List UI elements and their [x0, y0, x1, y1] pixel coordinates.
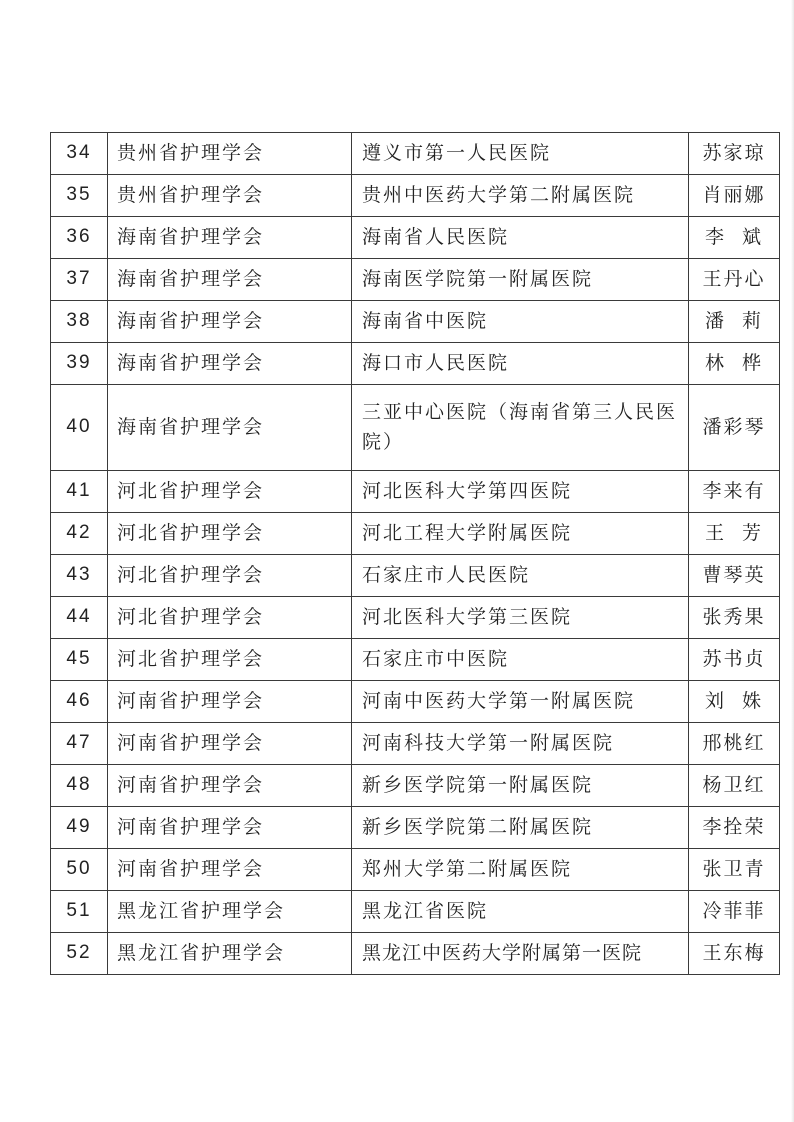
- table-row: [51, 217, 780, 259]
- table-row: [51, 133, 780, 175]
- row-number: 35: [51, 175, 108, 217]
- person-name-cell: 肖丽娜: [689, 175, 780, 217]
- table-row: [51, 639, 780, 681]
- association-cell: 河南省护理学会: [108, 723, 352, 765]
- association-cell: 贵州省护理学会: [108, 133, 352, 175]
- person-name-cell: 杨卫红: [689, 765, 780, 807]
- hospital-cell: 石家庄市人民医院: [352, 555, 689, 597]
- association-cell: 黑龙江省护理学会: [108, 933, 352, 975]
- person-name-cell: 王东梅: [689, 933, 780, 975]
- association-cell: 河北省护理学会: [108, 597, 352, 639]
- table-row: [51, 765, 780, 807]
- row-number: 51: [51, 891, 108, 933]
- table-row: [51, 513, 780, 555]
- person-name-cell: 李拴荣: [689, 807, 780, 849]
- hospital-cell: 石家庄市中医院: [352, 639, 689, 681]
- row-number: 45: [51, 639, 108, 681]
- row-number: 40: [51, 385, 108, 471]
- row-number: 43: [51, 555, 108, 597]
- association-cell: 河南省护理学会: [108, 765, 352, 807]
- row-number: 38: [51, 301, 108, 343]
- association-cell: 海南省护理学会: [108, 385, 352, 471]
- table-row: [51, 681, 780, 723]
- table-row: [51, 471, 780, 513]
- row-number: 41: [51, 471, 108, 513]
- hospital-cell: 贵州中医药大学第二附属医院: [352, 175, 689, 217]
- hospital-cell: 黑龙江省医院: [352, 891, 689, 933]
- person-name-cell: 曹琴英: [689, 555, 780, 597]
- row-number: 48: [51, 765, 108, 807]
- table-row: [51, 891, 780, 933]
- row-number: 49: [51, 807, 108, 849]
- row-number: 42: [51, 513, 108, 555]
- person-name-cell: 王丹心: [689, 259, 780, 301]
- hospital-cell: 海口市人民医院: [352, 343, 689, 385]
- person-name-cell: 潘 莉: [689, 301, 780, 343]
- person-name-cell: 张秀果: [689, 597, 780, 639]
- table-row: [51, 343, 780, 385]
- person-name-cell: 邢桃红: [689, 723, 780, 765]
- row-number: 44: [51, 597, 108, 639]
- row-number: 39: [51, 343, 108, 385]
- hospital-cell: 黑龙江中医药大学附属第一医院: [352, 933, 689, 975]
- row-number: 36: [51, 217, 108, 259]
- table-row: [51, 301, 780, 343]
- hospital-cell: 海南医学院第一附属医院: [352, 259, 689, 301]
- table-row: [51, 385, 780, 471]
- hospital-cell: 河南科技大学第一附属医院: [352, 723, 689, 765]
- association-cell: 海南省护理学会: [108, 217, 352, 259]
- association-cell: 河北省护理学会: [108, 555, 352, 597]
- table-row: [51, 933, 780, 975]
- row-number: 34: [51, 133, 108, 175]
- person-name-cell: 苏书贞: [689, 639, 780, 681]
- hospital-cell: 新乡医学院第二附属医院: [352, 807, 689, 849]
- person-name-cell: 苏家琼: [689, 133, 780, 175]
- award-list-table: [50, 132, 780, 975]
- table-row: [51, 807, 780, 849]
- association-cell: 河南省护理学会: [108, 681, 352, 723]
- hospital-cell: 河北医科大学第四医院: [352, 471, 689, 513]
- association-cell: 河北省护理学会: [108, 639, 352, 681]
- table-row: [51, 259, 780, 301]
- hospital-cell: 新乡医学院第一附属医院: [352, 765, 689, 807]
- hospital-cell: 海南省人民医院: [352, 217, 689, 259]
- table-body: [51, 133, 780, 975]
- table-row: [51, 597, 780, 639]
- table-row: [51, 849, 780, 891]
- hospital-cell: 河南中医药大学第一附属医院: [352, 681, 689, 723]
- table-row: [51, 555, 780, 597]
- row-number: 52: [51, 933, 108, 975]
- association-cell: 河北省护理学会: [108, 513, 352, 555]
- person-name-cell: 张卫青: [689, 849, 780, 891]
- row-number: 47: [51, 723, 108, 765]
- person-name-cell: 王 芳: [689, 513, 780, 555]
- row-number: 46: [51, 681, 108, 723]
- hospital-cell: 河北医科大学第三医院: [352, 597, 689, 639]
- hospital-cell: 海南省中医院: [352, 301, 689, 343]
- person-name-cell: 李来有: [689, 471, 780, 513]
- table-row: [51, 175, 780, 217]
- row-number: 37: [51, 259, 108, 301]
- person-name-cell: 林 桦: [689, 343, 780, 385]
- hospital-cell: 河北工程大学附属医院: [352, 513, 689, 555]
- association-cell: 河南省护理学会: [108, 807, 352, 849]
- association-cell: 海南省护理学会: [108, 301, 352, 343]
- association-cell: 河南省护理学会: [108, 849, 352, 891]
- association-cell: 河北省护理学会: [108, 471, 352, 513]
- association-cell: 贵州省护理学会: [108, 175, 352, 217]
- hospital-cell: 郑州大学第二附属医院: [352, 849, 689, 891]
- person-name-cell: 潘彩琴: [689, 385, 780, 471]
- person-name-cell: 李 斌: [689, 217, 780, 259]
- association-cell: 海南省护理学会: [108, 259, 352, 301]
- person-name-cell: 刘 姝: [689, 681, 780, 723]
- hospital-cell: 三亚中心医院（海南省第三人民医院）: [352, 385, 689, 471]
- person-name-cell: 冷菲菲: [689, 891, 780, 933]
- association-cell: 黑龙江省护理学会: [108, 891, 352, 933]
- association-cell: 海南省护理学会: [108, 343, 352, 385]
- row-number: 50: [51, 849, 108, 891]
- hospital-cell: 遵义市第一人民医院: [352, 133, 689, 175]
- table-row: [51, 723, 780, 765]
